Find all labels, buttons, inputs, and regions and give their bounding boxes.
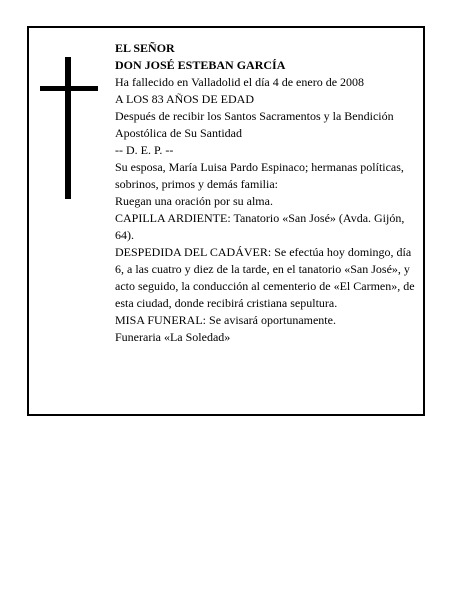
death-statement: Ha fallecido en Valladolid el día 4 de enero de 2008 <box>115 75 365 89</box>
deceased-name: DON JOSÉ ESTEBAN GARCÍA <box>115 58 286 72</box>
funeral-mass-info: MISA FUNERAL: Se avisará oportunamente. <box>115 313 336 327</box>
chapel-info: CAPILLA ARDIENTE: Tanatorio «San José» (Avda. Gijón, 64). <box>115 211 405 242</box>
family-statement: Su esposa, María Luisa Pardo Espinaco; hermanas políticas, sobrinos, primos y demás familia: <box>115 160 404 191</box>
sacraments-statement: Después de recibir los Santos Sacramentos y la Bendición Apostólica de Su Santidad <box>115 109 394 140</box>
cross-horizontal-bar <box>40 86 98 91</box>
rest-in-peace: -- D. E. P. -- <box>115 143 174 157</box>
cross-vertical-bar <box>65 57 71 199</box>
prayer-request: Ruegan una oración por su alma. <box>115 194 273 208</box>
farewell-info: DESPEDIDA DEL CADÁVER: Se efectúa hoy domingo, día 6, a las cuatro y diez de la tarde, en el tanatorio «San José», y acto seguido, la conducción al cementerio de «El Carmen», de esta ciudad, donde recibirá cristiana sepultura. <box>115 245 415 310</box>
notice-text <box>115 40 415 346</box>
cross-icon <box>40 57 98 199</box>
funeral-home: Funeraria «La Soledad» <box>115 330 231 344</box>
notice-title: EL SEÑOR <box>115 41 175 55</box>
obituary-notice <box>27 26 425 416</box>
age-statement: A LOS 83 AÑOS DE EDAD <box>115 92 255 106</box>
